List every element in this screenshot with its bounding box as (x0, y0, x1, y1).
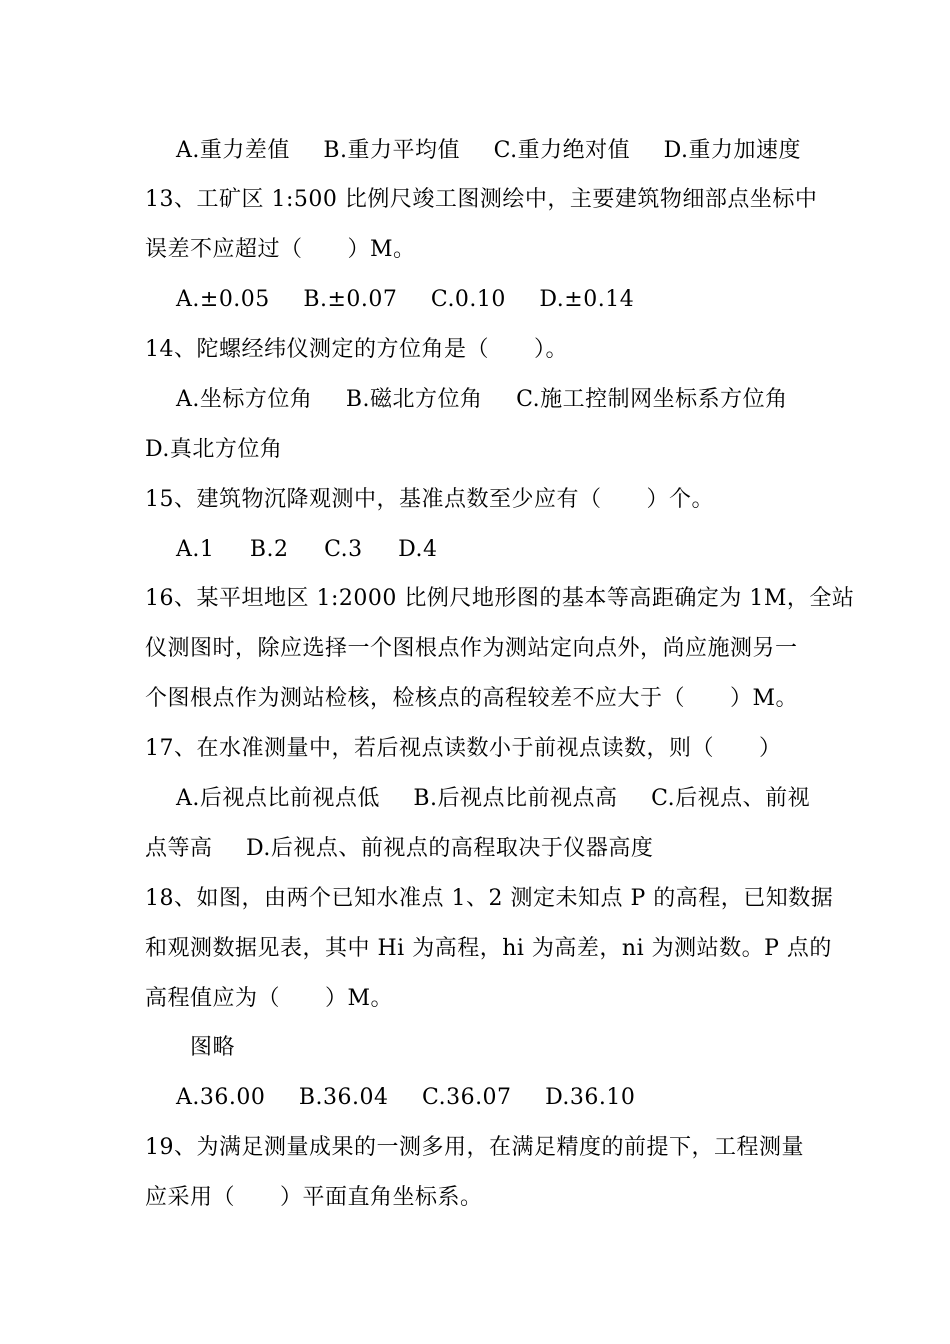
q13-text-line2: 误差不应超过（ ）M。 (145, 237, 416, 262)
q18-options (176, 1083, 846, 1113)
q15-option-a: A.1 (176, 537, 215, 562)
q16-text-line3: 个图根点作为测站检核，检核点的高程较差不应大于（ ）M。 (145, 686, 799, 711)
q15-option-d: D.4 (398, 537, 438, 562)
q17-options-line2 (145, 834, 815, 864)
q13-options (176, 285, 846, 315)
q19-text-line1: 19、为满足测量成果的一测多用，在满足精度的前提下，工程测量 (145, 1135, 804, 1160)
q12-option-d: D.重力加速度 (663, 138, 801, 163)
q12-option-c: C.重力绝对值 (493, 138, 631, 163)
q14-option-b: B.磁北方位角 (345, 387, 483, 412)
q19-text-line2: 应采用（ ）平面直角坐标系。 (145, 1185, 483, 1210)
q15-option-b: B.2 (249, 537, 289, 562)
q13-option-d: D.±0.14 (539, 287, 635, 312)
q17-option-c: C.后视点、前视 (651, 786, 811, 811)
q18-option-c: C.36.07 (422, 1085, 512, 1110)
q17-options-line1 (176, 784, 846, 814)
q16-text-line2: 仪测图时，除应选择一个图根点作为测站定向点外，尚应施测另一 (145, 636, 798, 661)
q18-text-line1: 18、如图，由两个已知水准点 1、2 测定未知点 P 的高程，已知数据 (145, 886, 834, 911)
q18-option-d: D.36.10 (545, 1085, 636, 1110)
q14-options (176, 385, 846, 415)
q13-option-b: B.±0.07 (303, 287, 398, 312)
q18-option-b: B.36.04 (298, 1085, 389, 1110)
q13-option-c: C.0.10 (430, 287, 506, 312)
q18-figure-note: 图略 (190, 1035, 236, 1060)
q14-option-c: C.施工控制网坐标系方位角 (516, 387, 788, 412)
q13-option-a: A.±0.05 (176, 287, 270, 312)
q18-text-line3: 高程值应为（ ）M。 (145, 986, 394, 1011)
q17-option-d: D.后视点、前视点的高程取决于仪器高度 (246, 836, 654, 861)
q14-text-line1: 14、陀螺经纬仪测定的方位角是（ ）。 (145, 337, 568, 362)
q17-option-b: B.后视点比前视点高 (413, 786, 618, 811)
q18-text-line2: 和观测数据见表，其中 Hi 为高程，hi 为高差，ni 为测站数。P 点的 (145, 936, 832, 961)
q13-text-line1: 13、工矿区 1:500 比例尺竣工图测绘中，主要建筑物细部点坐标中 (145, 187, 818, 212)
q15-text-line1: 15、建筑物沉降观测中，基准点数至少应有（ ）个。 (145, 487, 714, 512)
q12-option-b: B.重力平均值 (323, 138, 461, 163)
q17-option-a: A.后视点比前视点低 (176, 786, 380, 811)
q17-text-line1: 17、在水准测量中，若后视点读数小于前视点读数，则（ ） (145, 736, 782, 761)
q14-option-a: A.坐标方位角 (176, 387, 313, 412)
q17-option-c-continued: 点等高 (145, 836, 213, 861)
q15-option-c: C.3 (324, 537, 363, 562)
q16-text-line1: 16、某平坦地区 1:2000 比例尺地形图的基本等高距确定为 1M，全站 (145, 586, 855, 611)
q12-options (176, 136, 846, 166)
q15-options (176, 535, 846, 565)
q14-option-d: D.真北方位角 (145, 437, 283, 462)
q12-option-a: A.重力差值 (176, 138, 290, 163)
q18-option-a: A.36.00 (176, 1085, 266, 1110)
